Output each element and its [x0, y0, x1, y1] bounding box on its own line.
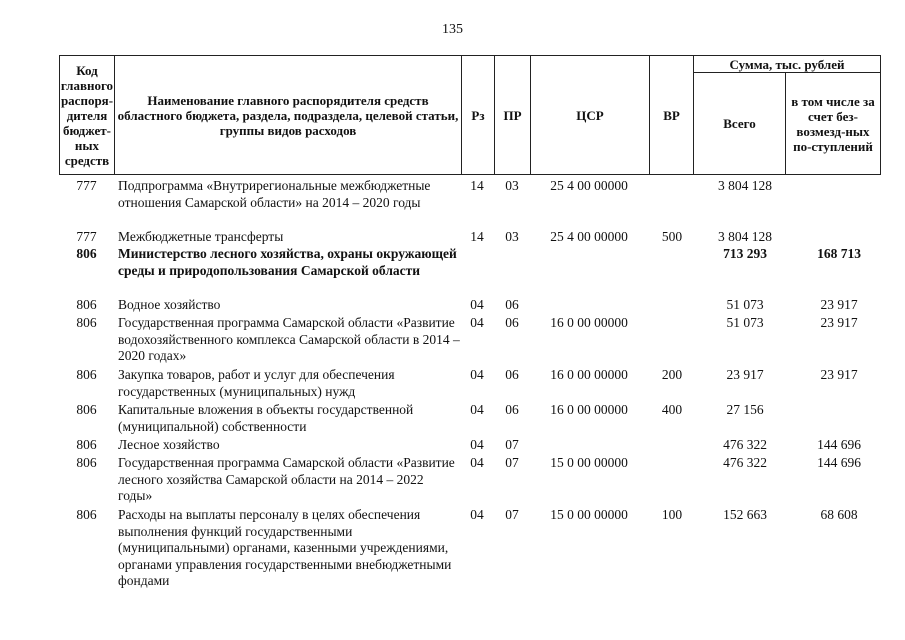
header-total: Всего — [723, 115, 756, 131]
cell-name: Расходы на выплаты персоналу в целях обеспечения выполнения функций государственными (муниципальными) органами, казенными учреждениями, органами управления государственными внебюджетными фондами — [118, 507, 452, 588]
cell-total: 3 804 128 — [718, 229, 772, 244]
cell-pr: 06 — [505, 297, 519, 312]
cell-rz: 14 — [470, 229, 484, 244]
cell-code: 806 — [76, 455, 97, 470]
cell-csr: 25 4 00 00000 — [550, 229, 628, 244]
header-rz: Рз — [471, 107, 485, 123]
cell-free: 23 917 — [820, 367, 858, 382]
cell-total: 27 156 — [726, 402, 764, 417]
cell-name: Закупка товаров, работ и услуг для обеспечения государственных (муниципальных) нужд — [118, 367, 395, 399]
cell-code: 777 — [76, 229, 97, 244]
cell-pr: 03 — [505, 178, 519, 193]
cell-name: Министерство лесного хозяйства, охраны окружающей среды и природопользования Самарской области — [118, 246, 457, 278]
cell-rz: 04 — [470, 455, 484, 470]
cell-free: 23 917 — [820, 297, 858, 312]
table-row — [0, 367, 905, 401]
cell-code: 806 — [76, 315, 97, 330]
cell-free: 144 696 — [817, 455, 861, 470]
cell-total: 23 917 — [726, 367, 764, 382]
cell-free: 168 713 — [817, 246, 861, 261]
cell-pr: 03 — [505, 229, 519, 244]
cell-pr: 06 — [505, 315, 519, 330]
table-row — [0, 297, 905, 314]
cell-rz: 04 — [470, 315, 484, 330]
cell-name: Государственная программа Самарской области «Развитие лесного хозяйства Самарской области на 2014 – 2022 годы» — [118, 455, 455, 503]
cell-vr: 100 — [661, 507, 683, 522]
cell-code: 806 — [76, 297, 97, 312]
cell-rz: 04 — [470, 367, 484, 382]
cell-pr: 06 — [505, 402, 519, 417]
cell-vr: 500 — [661, 229, 683, 244]
cell-csr: 25 4 00 00000 — [550, 178, 628, 193]
table-row — [0, 229, 905, 246]
cell-csr: 15 0 00 00000 — [550, 507, 628, 522]
header-sum: Сумма, тыс. рублей — [729, 56, 845, 72]
table-row — [0, 246, 905, 296]
header-csr: ЦСР — [576, 107, 604, 123]
cell-rz: 04 — [470, 297, 484, 312]
cell-code: 806 — [76, 507, 97, 522]
cell-pr: 06 — [505, 367, 519, 382]
cell-code: 806 — [76, 437, 97, 452]
table-row — [0, 455, 905, 505]
cell-pr: 07 — [505, 455, 519, 470]
header-vr: ВР — [663, 107, 680, 123]
cell-rz: 14 — [470, 178, 484, 193]
cell-total: 713 293 — [723, 246, 767, 261]
cell-total: 51 073 — [726, 315, 764, 330]
cell-free: 144 696 — [817, 437, 861, 452]
table-row — [0, 402, 905, 436]
cell-total: 152 663 — [723, 507, 767, 522]
cell-vr: 200 — [661, 367, 683, 382]
cell-csr: 16 0 00 00000 — [550, 315, 628, 330]
cell-pr: 07 — [505, 437, 519, 452]
cell-free: 23 917 — [820, 315, 858, 330]
page-number: 135 — [442, 22, 463, 37]
cell-free: 68 608 — [820, 507, 858, 522]
cell-code: 806 — [76, 246, 97, 261]
cell-rz: 04 — [470, 402, 484, 417]
cell-total: 476 322 — [723, 455, 767, 470]
cell-name: Капитальные вложения в объекты государственной (муниципальной) собственности — [118, 402, 414, 434]
cell-total: 476 322 — [723, 437, 767, 452]
cell-vr: 400 — [661, 402, 683, 417]
cell-csr: 16 0 00 00000 — [550, 367, 628, 382]
header-name: Наименование главного распорядителя средств областного бюджета, раздела, подраздела, целевой статьи, группы видов расходов — [117, 92, 459, 138]
cell-pr: 07 — [505, 507, 519, 522]
table-row — [0, 315, 905, 365]
cell-name: Межбюджетные трансферты — [118, 229, 284, 244]
cell-rz: 04 — [470, 507, 484, 522]
cell-rz: 04 — [470, 437, 484, 452]
cell-code: 806 — [76, 402, 97, 417]
cell-name: Государственная программа Самарской области «Развитие водохозяйственного комплекса Самарской области в 2014 – 2020 годах» — [118, 315, 460, 363]
table-row — [0, 178, 905, 228]
table-row — [0, 507, 905, 591]
cell-csr: 15 0 00 00000 — [550, 455, 628, 470]
header-pr: ПР — [503, 107, 522, 123]
cell-code: 777 — [76, 178, 97, 193]
cell-csr: 16 0 00 00000 — [550, 402, 628, 417]
header-code: Код главного распоря-дителя бюджет-ных средств — [60, 62, 114, 168]
cell-total: 3 804 128 — [718, 178, 772, 193]
cell-name: Водное хозяйство — [118, 297, 221, 312]
cell-name: Лесное хозяйство — [118, 437, 220, 452]
table-header — [59, 55, 881, 175]
header-free: в том числе за счет без-возмезд-ных по-ступлений — [791, 93, 875, 154]
cell-total: 51 073 — [726, 297, 764, 312]
table-row — [0, 437, 905, 454]
cell-code: 806 — [76, 367, 97, 382]
cell-name: Подпрограмма «Внутрирегиональные межбюджетные отношения Самарской области» на 2014 – 2020 годы — [118, 178, 431, 210]
